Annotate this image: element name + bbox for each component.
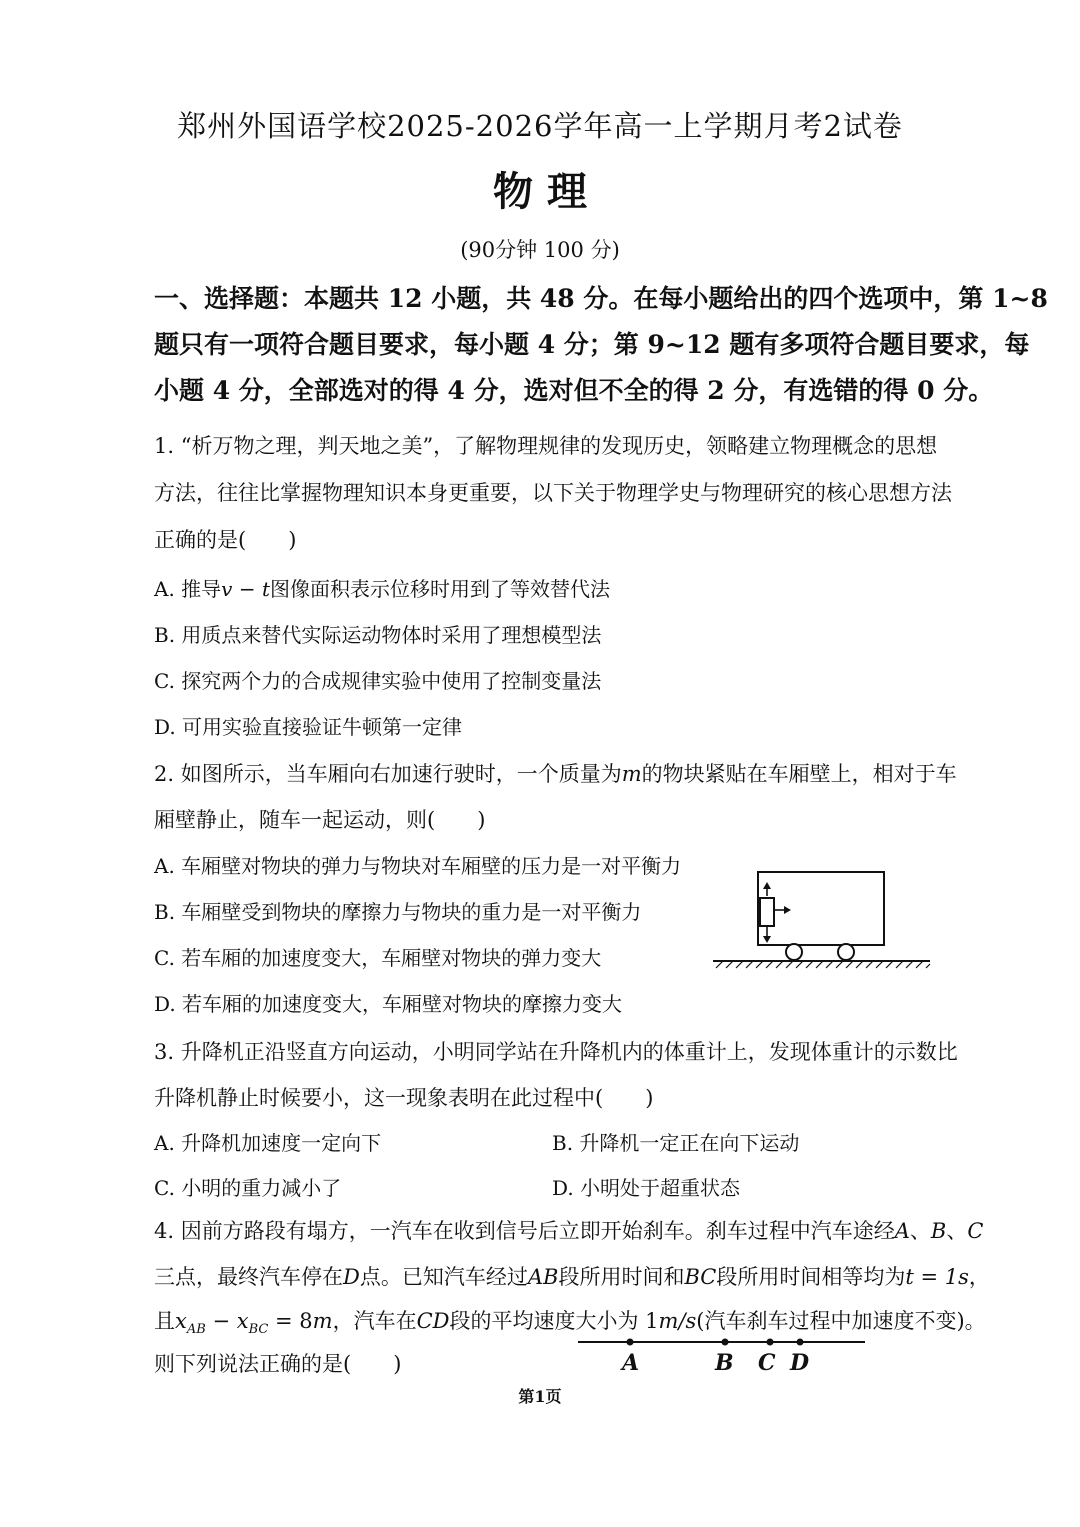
section-instruction-line: 一、选择题：本题共 12 小题，共 48 分。在每小题给出的四个选项中，第 1~8 (154, 284, 1048, 313)
q2-mass-symbol: m (621, 762, 642, 786)
carriage-body (758, 872, 884, 945)
subject-title: 物 理 (493, 168, 587, 215)
q4-stem-text: 点。已知汽车经过 (359, 1265, 528, 1289)
q4-time-equation: t = 1s (905, 1265, 969, 1289)
q4-stem-text: 段所用时间和 (558, 1265, 685, 1289)
q1-option-d[interactable]: D. 可用实验直接验证牛顿第一定律 (154, 715, 463, 739)
q4-point-b: B (930, 1219, 947, 1243)
point-c-label: C (758, 1350, 776, 1376)
q4-subscript: BC (248, 1322, 269, 1338)
q4-unit-m: m (312, 1309, 333, 1333)
q2-option-b[interactable]: B. 车厢壁受到物块的摩擦力与物块的重力是一对平衡力 (154, 900, 642, 924)
q4-x-symbol: x (236, 1309, 249, 1333)
page-number: 第1页 (518, 1387, 562, 1406)
q4-unit-ms: m/s (658, 1309, 697, 1333)
section-instruction-line: 题只有一项符合题目要求，每小题 4 分；第 9~12 题有多项符合题目要求，每 (154, 330, 1030, 359)
q4-stem-text: 4. 因前方路段有塌方，一汽车在收到信号后立即开始刹车。刹车过程中汽车途经 (154, 1219, 895, 1243)
q4-stem-text: 段的平均速度大小为 1 (449, 1309, 659, 1333)
q2-option-c[interactable]: C. 若车厢的加速度变大，车厢壁对物块的弹力变大 (154, 946, 602, 970)
q4-stem-text: ，汽车在 (332, 1309, 417, 1333)
q4-stem-text: 三点，最终汽车停在 (154, 1265, 343, 1289)
q3-option-b[interactable]: B. 升降机一定正在向下运动 (552, 1131, 800, 1155)
exam-duration: (90分钟 100 分) (460, 238, 620, 262)
wheel-right (838, 944, 854, 960)
point-a-dot (627, 1339, 634, 1346)
q4-subscript: AB (186, 1322, 206, 1338)
q1-stem-line: 1. “析万物之理，判天地之美”，了解物理规律的发现历史，领略建立物理概念的思想 (154, 434, 938, 458)
q4-point-c: C (967, 1219, 984, 1243)
q4-stem-line: 则下列说法正确的是( ) (154, 1352, 402, 1376)
q4-segment-cd: CD (416, 1309, 450, 1333)
q3-option-d[interactable]: D. 小明处于超重状态 (552, 1176, 741, 1200)
point-d-dot (797, 1339, 804, 1346)
q3-option-c[interactable]: C. 小明的重力减小了 (154, 1176, 342, 1200)
q1-option-c[interactable]: C. 探究两个力的合成规律实验中使用了控制变量法 (154, 669, 602, 693)
point-d-label: D (790, 1350, 810, 1376)
points-line-diagram (570, 1328, 870, 1378)
q4-stem-line (154, 1215, 983, 1245)
q4-stem-text: 段所用时间相等均为 (716, 1265, 906, 1289)
point-b-dot (722, 1339, 729, 1346)
block-on-wall (760, 898, 774, 926)
q4-segment-bc: BC (684, 1265, 717, 1289)
q4-stem-line (154, 1261, 990, 1291)
q1-option-a[interactable] (154, 573, 610, 602)
q4-stem-text: ， (968, 1265, 990, 1289)
point-c-dot (767, 1339, 774, 1346)
q4-segment-ab: AB (527, 1265, 559, 1289)
q4-point-a: A (894, 1219, 910, 1243)
q1-stem-line: 方法，往往比掌握物理知识本身更重要，以下关于物理学史与物理研究的核心思想方法 (154, 481, 952, 505)
q2-option-a[interactable]: A. 车厢壁对物块的弹力与物块对车厢壁的压力是一对平衡力 (154, 854, 682, 878)
q2-stem-line (154, 758, 957, 788)
q4-stem-text: (汽车刹车过程中加速度不变)。 (696, 1309, 986, 1333)
wheel-left (786, 944, 802, 960)
q4-operator: = 8 (268, 1309, 313, 1333)
q3-option-a[interactable]: A. 升降机加速度一定向下 (154, 1131, 382, 1155)
q1-stem-line: 正确的是( ) (154, 528, 297, 552)
q1-option-a-math: v − t (221, 577, 270, 601)
q4-separator: 、 (946, 1219, 968, 1243)
q4-operator: − (205, 1309, 237, 1333)
point-b-label: B (715, 1350, 734, 1376)
ground-hatching (716, 961, 930, 968)
q1-option-b[interactable]: B. 用质点来替代实际运动物体时采用了理想模型法 (154, 623, 602, 647)
q2-stem-prefix: 2. 如图所示，当车厢向右加速行驶时，一个质量为 (154, 762, 622, 786)
q1-option-a-prefix: A. 推导 (154, 577, 222, 601)
point-a-label: A (622, 1350, 640, 1376)
q2-stem-suffix: 的物块紧贴在车厢壁上，相对于车 (641, 762, 957, 786)
section-instruction-line: 小题 4 分，全部选对的得 4 分，选对但不全的得 2 分，有选错的得 0 分。 (154, 376, 994, 405)
q4-separator: 、 (909, 1219, 931, 1243)
q3-stem-line: 3. 升降机正沿竖直方向运动，小明同学站在升降机内的体重计上，发现体重计的示数比 (154, 1040, 958, 1064)
q4-stem-text: 且 (154, 1309, 175, 1333)
q3-stem-line: 升降机静止时候要小，这一现象表明在此过程中( ) (154, 1086, 654, 1110)
q4-x-symbol: x (175, 1309, 187, 1333)
q2-option-d[interactable]: D. 若车厢的加速度变大，车厢壁对物块的摩擦力变大 (154, 992, 623, 1016)
exam-title: 郑州外国语学校2025-2026学年高一上学期月考2试卷 (177, 109, 903, 143)
q2-stem-line: 厢壁静止，随车一起运动，则( ) (154, 808, 486, 832)
q4-point-d: D (343, 1265, 360, 1289)
q1-option-a-text: 图像面积表示位移时用到了等效替代法 (269, 577, 610, 601)
carriage-diagram (708, 860, 938, 975)
